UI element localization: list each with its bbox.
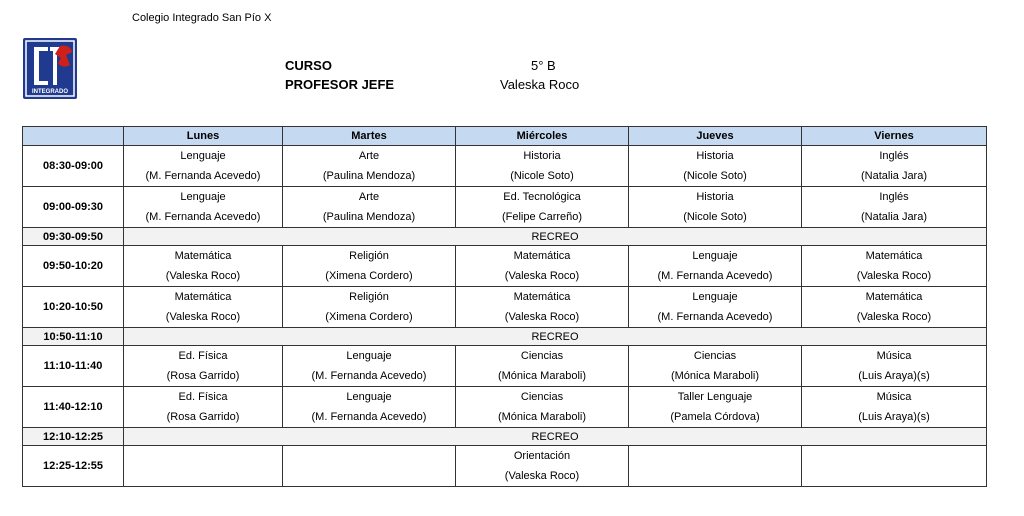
teacher-name: (Nicole Soto)	[683, 211, 747, 223]
header-day: Viernes	[802, 127, 987, 146]
class-cell	[283, 246, 456, 287]
teacher-name: (M. Fernanda Acevedo)	[311, 411, 427, 423]
class-cell	[456, 287, 629, 328]
subject-name: Matemática	[865, 250, 923, 262]
schedule-body	[23, 146, 987, 487]
teacher-name: (Mónica Maraboli)	[670, 370, 760, 382]
class-cell	[629, 287, 802, 328]
subject-name: Matemática	[513, 291, 571, 303]
subject-name: Ciencias	[520, 391, 564, 403]
time-slot: 11:40-12:10	[23, 387, 124, 428]
class-cell	[802, 446, 987, 487]
time-slot: 11:10-11:40	[23, 346, 124, 387]
header-day: Martes	[283, 127, 456, 146]
class-cell	[802, 387, 987, 428]
period-row	[23, 446, 987, 487]
time-slot: 09:00-09:30	[23, 187, 124, 228]
teacher-name: (Ximena Cordero)	[325, 311, 413, 323]
logo-text: INTEGRADO	[32, 89, 68, 95]
teacher-name: (Valeska Roco)	[165, 270, 241, 282]
subject-name: Arte	[358, 191, 380, 203]
class-cell	[629, 187, 802, 228]
period-row	[23, 387, 987, 428]
class-cell	[629, 146, 802, 187]
class-cell	[124, 246, 283, 287]
class-cell	[283, 446, 456, 487]
schedule-header-row	[23, 127, 987, 146]
teacher-name: (Rosa Garrido)	[166, 411, 240, 423]
class-cell	[629, 346, 802, 387]
subject-name: Lenguaje	[346, 350, 392, 362]
teacher-name: (Valeska Roco)	[165, 311, 241, 323]
time-slot: 08:30-09:00	[23, 146, 124, 187]
time-slot: 10:20-10:50	[23, 287, 124, 328]
class-cell	[629, 446, 802, 487]
break-row	[23, 228, 987, 246]
subject-name: Matemática	[174, 250, 232, 262]
curso-label: CURSO	[285, 58, 332, 73]
subject-name: Ciencias	[693, 350, 737, 362]
class-cell	[802, 246, 987, 287]
recreo-label: RECREO	[124, 428, 987, 446]
profesor-jefe-label: PROFESOR JEFE	[285, 77, 395, 92]
subject-name: Historia	[696, 191, 734, 203]
teacher-name: (Nicole Soto)	[510, 170, 574, 182]
time-slot: 09:30-09:50	[23, 228, 124, 246]
subject-name: Religión	[349, 250, 389, 262]
subject-name: Ciencias	[520, 350, 564, 362]
teacher-name: (Valeska Roco)	[504, 470, 580, 482]
subject-name: Arte	[358, 150, 380, 162]
subject-name: Lenguaje	[692, 291, 738, 303]
teacher-name: (Natalia Jara)	[860, 170, 928, 182]
class-cell	[456, 146, 629, 187]
period-row	[23, 146, 987, 187]
period-row	[23, 187, 987, 228]
teacher-name: (Valeska Roco)	[856, 311, 932, 323]
schedule-table	[22, 126, 987, 487]
class-cell	[124, 187, 283, 228]
teacher-name: (Pamela Córdova)	[670, 411, 760, 423]
class-cell	[283, 187, 456, 228]
class-cell	[629, 246, 802, 287]
teacher-name: (Valeska Roco)	[504, 270, 580, 282]
teacher-name: (Valeska Roco)	[856, 270, 932, 282]
class-cell	[283, 346, 456, 387]
break-row	[23, 328, 987, 346]
teacher-name: (Felipe Carreño)	[501, 211, 583, 223]
teacher-name: (Mónica Maraboli)	[497, 370, 587, 382]
class-cell	[124, 346, 283, 387]
teacher-name: (Paulina Mendoza)	[322, 211, 416, 223]
time-slot: 12:25-12:55	[23, 446, 124, 487]
curso-value: 5° B	[531, 58, 556, 73]
teacher-name: (Mónica Maraboli)	[497, 411, 587, 423]
teacher-name: (Nicole Soto)	[683, 170, 747, 182]
teacher-name: (M. Fernanda Acevedo)	[657, 270, 773, 282]
class-cell	[456, 446, 629, 487]
subject-name: Historia	[696, 150, 734, 162]
school-name: Colegio Integrado San Pío X	[132, 12, 272, 24]
period-row	[23, 287, 987, 328]
subject-name: Ed. Física	[178, 350, 228, 362]
class-cell	[283, 387, 456, 428]
teacher-name: (Paulina Mendoza)	[322, 170, 416, 182]
teacher-name: (Ximena Cordero)	[325, 270, 413, 282]
class-cell	[802, 287, 987, 328]
subject-name: Taller Lenguaje	[677, 391, 753, 403]
subject-name: Lenguaje	[692, 250, 738, 262]
class-cell	[456, 246, 629, 287]
subject-name: Orientación	[513, 450, 571, 462]
class-cell	[283, 146, 456, 187]
subject-name: Lenguaje	[180, 150, 226, 162]
school-logo	[22, 37, 78, 100]
break-row	[23, 428, 987, 446]
class-cell	[124, 287, 283, 328]
recreo-label: RECREO	[124, 328, 987, 346]
teacher-name: (Luis Araya)(s)	[858, 370, 930, 382]
header-day: Jueves	[629, 127, 802, 146]
header-day: Lunes	[124, 127, 283, 146]
subject-name: Matemática	[513, 250, 571, 262]
class-cell	[283, 287, 456, 328]
subject-name: Música	[876, 350, 912, 362]
recreo-label: RECREO	[124, 228, 987, 246]
subject-name: Inglés	[879, 191, 909, 203]
header-corner	[23, 127, 124, 146]
class-cell	[802, 146, 987, 187]
teacher-name: (M. Fernanda Acevedo)	[145, 211, 261, 223]
teacher-name: (Valeska Roco)	[504, 311, 580, 323]
teacher-name: (M. Fernanda Acevedo)	[145, 170, 261, 182]
time-slot: 12:10-12:25	[23, 428, 124, 446]
teacher-name: (Luis Araya)(s)	[858, 411, 930, 423]
class-cell	[124, 446, 283, 487]
class-cell	[802, 187, 987, 228]
teacher-name: (Rosa Garrido)	[166, 370, 240, 382]
class-cell	[456, 187, 629, 228]
subject-name: Música	[876, 391, 912, 403]
subject-name: Religión	[349, 291, 389, 303]
subject-name: Historia	[523, 150, 561, 162]
subject-name: Matemática	[174, 291, 232, 303]
class-cell	[124, 146, 283, 187]
teacher-name: (Natalia Jara)	[860, 211, 928, 223]
header-day: Miércoles	[456, 127, 629, 146]
subject-name: Ed. Física	[178, 391, 228, 403]
time-slot: 10:50-11:10	[23, 328, 124, 346]
profesor-jefe-value: Valeska Roco	[500, 77, 580, 92]
class-cell	[456, 387, 629, 428]
subject-name: Lenguaje	[180, 191, 226, 203]
subject-name: Matemática	[865, 291, 923, 303]
class-cell	[124, 387, 283, 428]
class-cell	[629, 387, 802, 428]
class-cell	[802, 346, 987, 387]
teacher-name: (M. Fernanda Acevedo)	[657, 311, 773, 323]
class-cell	[456, 346, 629, 387]
period-row	[23, 246, 987, 287]
subject-name: Ed. Tecnológica	[503, 191, 581, 203]
period-row	[23, 346, 987, 387]
subject-name: Lenguaje	[346, 391, 392, 403]
teacher-name: (M. Fernanda Acevedo)	[311, 370, 427, 382]
time-slot: 09:50-10:20	[23, 246, 124, 287]
subject-name: Inglés	[879, 150, 909, 162]
